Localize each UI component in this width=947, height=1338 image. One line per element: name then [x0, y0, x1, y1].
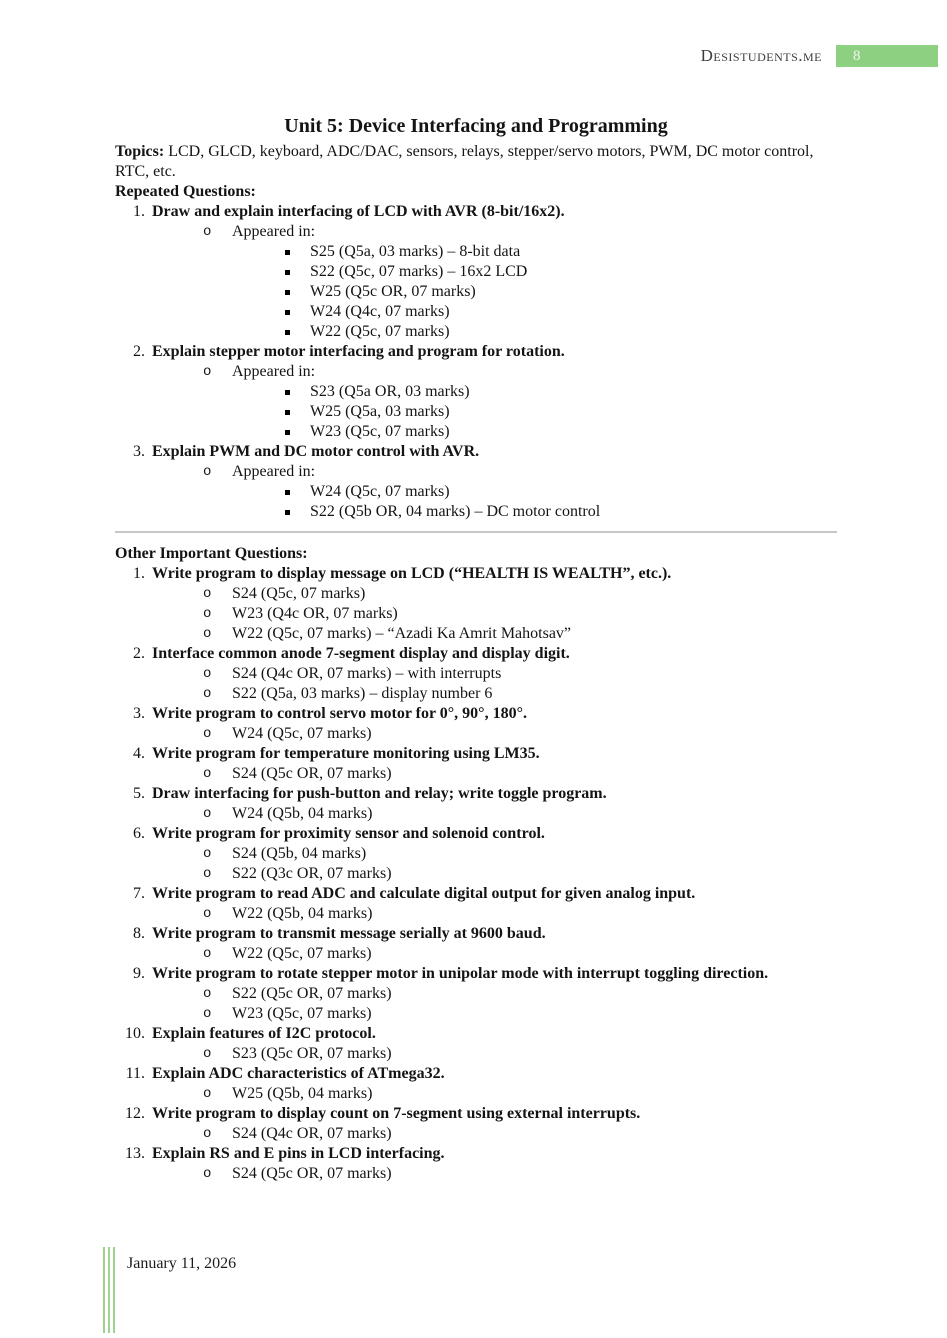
- appearance-text: W22 (Q5c, 07 marks): [232, 945, 372, 962]
- circle-bullet-icon: [203, 624, 232, 644]
- appearance-text: W23 (Q5c, 07 marks): [232, 1005, 372, 1022]
- green-line: [103, 1247, 105, 1333]
- question-item: [115, 1024, 837, 1044]
- appearance-item: [115, 322, 837, 342]
- question-number: 4.: [133, 745, 145, 762]
- green-line: [108, 1247, 110, 1333]
- circle-bullet-icon: [203, 904, 232, 924]
- question-text: Write program to control servo motor for 0°, 90°, 180°.: [152, 705, 527, 722]
- question-item: [115, 644, 837, 664]
- question-number: 8.: [133, 925, 145, 942]
- square-bullet-icon: [284, 302, 310, 322]
- appearance-item: [115, 1124, 837, 1144]
- question-item: [115, 964, 837, 984]
- appeared-in-line: [115, 222, 837, 242]
- appearance-text: S22 (Q5b OR, 04 marks) – DC motor control: [310, 503, 601, 520]
- repeated-questions-heading: Repeated Questions:: [115, 183, 256, 200]
- question-text: Draw interfacing for push-button and relay; write toggle program.: [152, 785, 607, 802]
- question-text: Explain ADC characteristics of ATmega32.: [152, 1065, 445, 1082]
- appearance-item: [115, 262, 837, 282]
- appearance-text: W24 (Q5b, 04 marks): [232, 805, 373, 822]
- circle-bullet-icon: [203, 724, 232, 744]
- circle-bullet-icon: [203, 362, 232, 382]
- appearance-item: [115, 724, 837, 744]
- appearance-item: [115, 944, 837, 964]
- appeared-in-line: [115, 462, 837, 482]
- question-number: 1.: [133, 565, 145, 582]
- question-text: Write program to display message on LCD (“HEALTH IS WEALTH”, etc.).: [152, 565, 672, 582]
- question-text: Write program to transmit message serially at 9600 baud.: [152, 925, 546, 942]
- appearance-text: W25 (Q5a, 03 marks): [310, 403, 450, 420]
- appearance-text: W23 (Q4c OR, 07 marks): [232, 605, 398, 622]
- question-item: [115, 924, 837, 944]
- appearance-item: [115, 604, 837, 624]
- appearance-item: [115, 904, 837, 924]
- topics-label: Topics:: [115, 143, 165, 160]
- square-bullet-icon: [284, 322, 310, 342]
- appearance-item: [115, 844, 837, 864]
- section-divider: [115, 531, 837, 533]
- question-number: 10.: [125, 1025, 145, 1042]
- question-number: 13.: [125, 1145, 145, 1162]
- appearance-item: [115, 984, 837, 1004]
- footer-decorative-lines: [103, 1247, 118, 1333]
- appearance-item: [115, 804, 837, 824]
- appearance-item: [115, 864, 837, 884]
- appearance-item: [115, 242, 837, 262]
- appearance-item: [115, 1084, 837, 1104]
- question-text: Explain PWM and DC motor control with AVR.: [152, 443, 480, 460]
- appearance-item: [115, 1004, 837, 1024]
- appearance-item: [115, 764, 837, 784]
- question-item: [115, 884, 837, 904]
- appearance-text: S22 (Q5c, 07 marks) – 16x2 LCD: [310, 263, 528, 280]
- appearance-text: S22 (Q3c OR, 07 marks): [232, 865, 392, 882]
- appearance-text: W22 (Q5c, 07 marks) – “Azadi Ka Amrit Mahotsav”: [232, 625, 572, 642]
- question-text: Draw and explain interfacing of LCD with AVR (8-bit/16x2).: [152, 203, 565, 220]
- circle-bullet-icon: [203, 1164, 232, 1184]
- appearance-item: [115, 624, 837, 644]
- appearance-text: S24 (Q4c OR, 07 marks): [232, 1125, 392, 1142]
- question-number: 5.: [133, 785, 145, 802]
- appearance-text: S22 (Q5c OR, 07 marks): [232, 985, 392, 1002]
- appearance-text: S24 (Q5c OR, 07 marks): [232, 765, 392, 782]
- question-item: [115, 704, 837, 724]
- page-title: Unit 5: Device Interfacing and Programming: [284, 115, 668, 137]
- circle-bullet-icon: [203, 804, 232, 824]
- question-text: Explain features of I2C protocol.: [152, 1025, 376, 1042]
- question-number: 9.: [133, 965, 145, 982]
- square-bullet-icon: [284, 242, 310, 262]
- appearance-text: W22 (Q5c, 07 marks): [310, 323, 450, 340]
- question-number: 6.: [133, 825, 145, 842]
- appearance-item: [115, 402, 837, 422]
- appearance-text: W23 (Q5c, 07 marks): [310, 423, 450, 440]
- question-number: 12.: [125, 1105, 145, 1122]
- square-bullet-icon: [284, 382, 310, 402]
- circle-bullet-icon: [203, 1124, 232, 1144]
- question-text: Interface common anode 7-segment display and display digit.: [152, 645, 570, 662]
- square-bullet-icon: [284, 422, 310, 442]
- appearance-item: [115, 482, 837, 502]
- appearance-item: [115, 302, 837, 322]
- circle-bullet-icon: [203, 604, 232, 624]
- page-header: [701, 45, 938, 67]
- appearance-text: S24 (Q5b, 04 marks): [232, 845, 367, 862]
- circle-bullet-icon: [203, 984, 232, 1004]
- other-questions-list: [115, 564, 837, 1184]
- circle-bullet-icon: [203, 684, 232, 704]
- circle-bullet-icon: [203, 1044, 232, 1064]
- page-number-badge: 8: [836, 45, 938, 67]
- question-number: 1.: [133, 203, 145, 220]
- square-bullet-icon: [284, 402, 310, 422]
- appearance-item: [115, 584, 837, 604]
- square-bullet-icon: [284, 282, 310, 302]
- question-item: [115, 202, 837, 222]
- appearance-item: [115, 1044, 837, 1064]
- circle-bullet-icon: [203, 1084, 232, 1104]
- appearance-text: W24 (Q5c, 07 marks): [232, 725, 372, 742]
- appearance-item: [115, 422, 837, 442]
- other-questions-heading: Other Important Questions:: [115, 545, 308, 562]
- topics-text: LCD, GLCD, keyboard, ADC/DAC, sensors, relays, stepper/servo motors, PWM, DC motor control, RTC, etc.: [115, 143, 814, 180]
- appearance-item: [115, 282, 837, 302]
- question-item: [115, 564, 837, 584]
- question-text: Write program for temperature monitoring using LM35.: [152, 745, 540, 762]
- question-item: [115, 784, 837, 804]
- appeared-in-label: Appeared in:: [232, 363, 316, 380]
- appearance-item: [115, 684, 837, 704]
- appearance-text: W25 (Q5c OR, 07 marks): [310, 283, 476, 300]
- site-name: Desistudents.me: [700, 46, 822, 65]
- question-text: Explain stepper motor interfacing and program for rotation.: [152, 343, 565, 360]
- question-number: 2.: [133, 343, 145, 360]
- appearance-text: S24 (Q4c OR, 07 marks) – with interrupts: [232, 665, 502, 682]
- appearance-item: [115, 502, 837, 522]
- question-item: [115, 824, 837, 844]
- topics-line: [115, 142, 837, 182]
- appearance-item: [115, 1164, 837, 1184]
- question-text: Explain RS and E pins in LCD interfacing.: [152, 1145, 445, 1162]
- circle-bullet-icon: [203, 864, 232, 884]
- repeated-questions-list: [115, 202, 837, 522]
- appearance-text: S24 (Q5c, 07 marks): [232, 585, 366, 602]
- question-item: [115, 1144, 837, 1164]
- appearance-text: W25 (Q5b, 04 marks): [232, 1085, 373, 1102]
- question-item: [115, 1104, 837, 1124]
- circle-bullet-icon: [203, 462, 232, 482]
- square-bullet-icon: [284, 502, 310, 522]
- circle-bullet-icon: [203, 664, 232, 684]
- appearance-text: S25 (Q5a, 03 marks) – 8-bit data: [310, 243, 521, 260]
- appearance-text: S22 (Q5a, 03 marks) – display number 6: [232, 685, 493, 702]
- question-text: Write program to display count on 7-segment using external interrupts.: [152, 1105, 641, 1122]
- circle-bullet-icon: [203, 1004, 232, 1024]
- footer-date: January 11, 2026: [127, 1255, 237, 1272]
- appeared-in-line: [115, 362, 837, 382]
- appearance-text: S24 (Q5c OR, 07 marks): [232, 1165, 392, 1182]
- square-bullet-icon: [284, 262, 310, 282]
- appearance-text: W24 (Q5c, 07 marks): [310, 483, 450, 500]
- question-number: 11.: [125, 1065, 145, 1082]
- square-bullet-icon: [284, 482, 310, 502]
- green-line: [113, 1247, 115, 1333]
- question-number: 2.: [133, 645, 145, 662]
- question-item: [115, 1064, 837, 1084]
- question-item: [115, 442, 837, 462]
- circle-bullet-icon: [203, 222, 232, 242]
- circle-bullet-icon: [203, 764, 232, 784]
- document-body: [115, 114, 837, 1184]
- appearance-text: S23 (Q5c OR, 07 marks): [232, 1045, 392, 1062]
- question-number: 7.: [133, 885, 145, 902]
- question-item: [115, 342, 837, 362]
- question-text: Write program to read ADC and calculate digital output for given analog input.: [152, 885, 696, 902]
- question-number: 3.: [133, 443, 145, 460]
- question-number: 3.: [133, 705, 145, 722]
- appearance-item: [115, 664, 837, 684]
- appearance-text: W22 (Q5b, 04 marks): [232, 905, 373, 922]
- question-text: Write program for proximity sensor and solenoid control.: [152, 825, 545, 842]
- circle-bullet-icon: [203, 584, 232, 604]
- appearance-item: [115, 382, 837, 402]
- appeared-in-label: Appeared in:: [232, 463, 316, 480]
- appearance-text: W24 (Q4c, 07 marks): [310, 303, 450, 320]
- question-item: [115, 744, 837, 764]
- appearance-text: S23 (Q5a OR, 03 marks): [310, 383, 470, 400]
- appeared-in-label: Appeared in:: [232, 223, 316, 240]
- question-text: Write program to rotate stepper motor in unipolar mode with interrupt toggling direction.: [152, 965, 769, 982]
- circle-bullet-icon: [203, 844, 232, 864]
- circle-bullet-icon: [203, 944, 232, 964]
